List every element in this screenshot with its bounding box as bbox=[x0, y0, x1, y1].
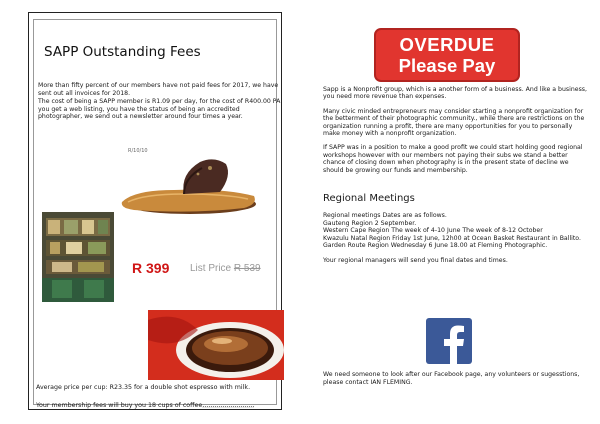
intro-paragraph-1: More than fifty percent of our members have not paid fees for 2017, we have sent out all invoices for 2018. bbox=[38, 82, 279, 97]
list-price-value: R 539 bbox=[233, 263, 261, 274]
cups-line: Your membership fees will buy you 18 cups of coffee,,,,,,,,,,,,,,,,,,,,,,,,,, bbox=[36, 402, 255, 409]
left-page bbox=[28, 12, 282, 410]
regional-line-1: Regional meetings Dates are as follows. bbox=[323, 212, 447, 219]
overdue-banner bbox=[374, 28, 520, 82]
shop-photo bbox=[42, 212, 114, 302]
fees-intro bbox=[38, 82, 284, 122]
regional-managers-note: Your regional managers will send you final dates and times. bbox=[323, 256, 508, 264]
facebook-icon[interactable] bbox=[426, 318, 472, 364]
banner-line-1: OVERDUE bbox=[399, 34, 495, 55]
about-paragraph-1: Sapp is a Nonprofit group, which is a another form of a business. And like a business, you need more revenue than expenses. bbox=[323, 86, 587, 101]
regional-line-2: Gauteng Region 2 September. bbox=[323, 219, 417, 227]
about-paragraph-2: Many civic minded entrepreneurs may consider starting a nonprofit organization for the betterment of their photographic community., while there are restrictions on the organization running a profit, there are many opportunities for you to personally make money with a nonprofit organization. bbox=[323, 107, 585, 138]
sandal-image bbox=[114, 152, 260, 218]
regional-meetings bbox=[323, 212, 591, 265]
sale-price: R 399 bbox=[132, 260, 170, 276]
intro-paragraph-2: The cost of being a SAPP member is R1.09 per day, for the cost of R400.00 PA you get a web listing, you have the status of being an accredited photographer, we send out a newsletter around four times a year. bbox=[38, 98, 281, 121]
list-price bbox=[190, 263, 261, 274]
banner-line-2: Please Pay bbox=[398, 55, 496, 76]
about-sapp bbox=[323, 86, 591, 181]
list-price-label: List Price bbox=[190, 263, 232, 274]
price-per-cup: Average price per cup: R23.35 for a double shot espresso with milk. bbox=[36, 384, 251, 391]
coffee-image bbox=[148, 310, 284, 380]
regional-meetings-heading: Regional Meetings bbox=[323, 193, 415, 204]
regional-line-4: Kwazulu Natal Region Friday 1st June, 12h00 at Ocean Basket Restaurant in Ballito. bbox=[323, 234, 581, 242]
regional-line-5: Garden Route Region Wednesday 6 June 18.00 at Fleming Photographic. bbox=[323, 242, 548, 250]
regional-line-3: Western Cape Region The week of 4-10 June The week of 8-12 October bbox=[323, 227, 543, 235]
facebook-volunteer-note: We need someone to look after our Facebook page, any volunteers or sugesstions, please contact IAN FLEMING. bbox=[323, 371, 580, 386]
about-paragraph-3: If SAPP was in a position to make a good profit we could start holding good regional workshops however with our members not paying their subs we stand a better chance of closing down when photography is in the present state of decline we should be growing our funds and membership. bbox=[323, 144, 583, 174]
fees-title: SAPP Outstanding Fees bbox=[44, 44, 201, 60]
product-label: R/10/10 bbox=[128, 148, 148, 154]
left-page-inner-frame bbox=[33, 19, 281, 409]
